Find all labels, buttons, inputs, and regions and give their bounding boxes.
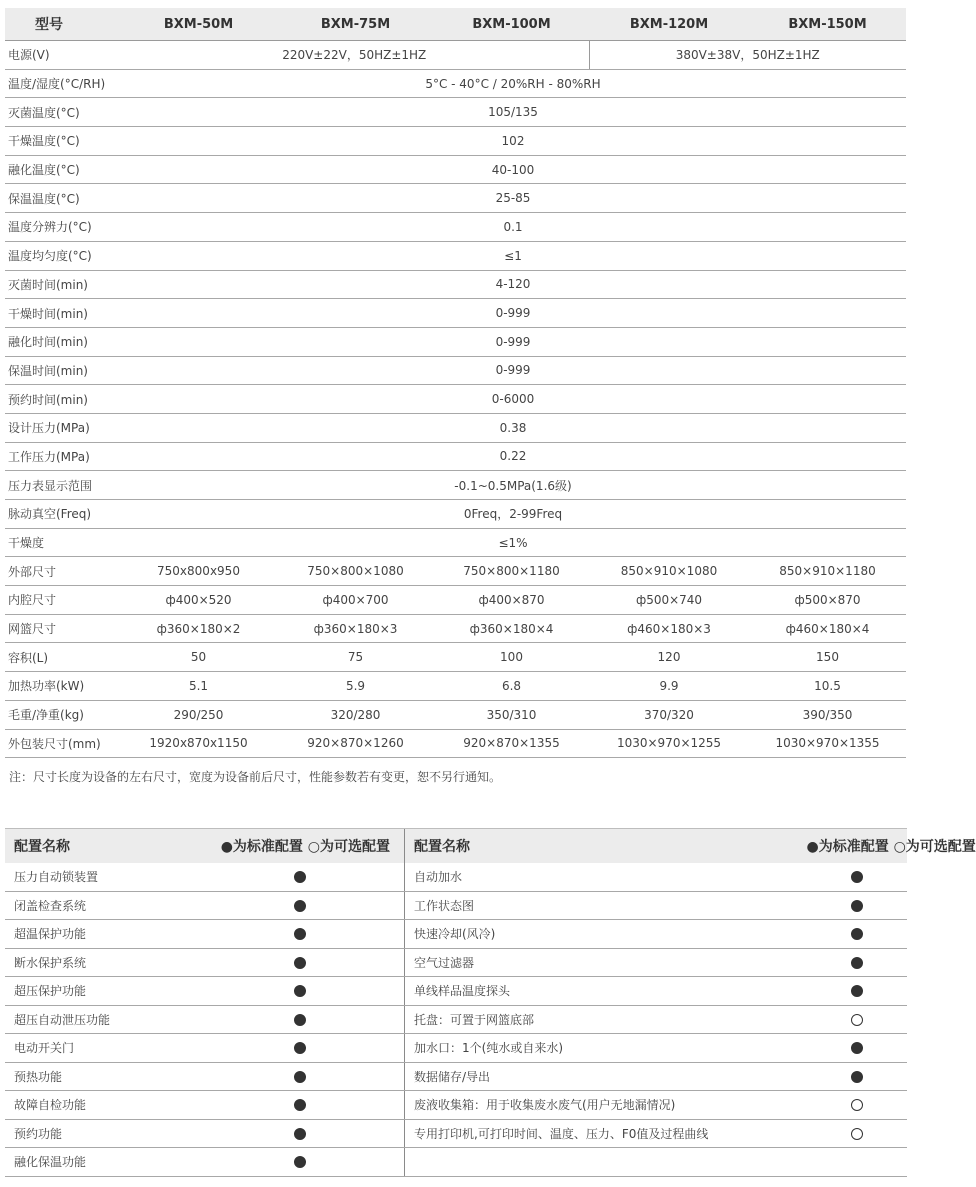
config-row: [5, 948, 404, 977]
spec-row-label: 干燥温度(°C): [5, 127, 120, 156]
config-item-name: 托盘：可置于网篮底部: [405, 1005, 807, 1034]
spec-row-value: 25-85: [120, 184, 906, 213]
spec-row-value: 50: [120, 643, 277, 672]
spec-row-label: 容积(L): [5, 643, 120, 672]
spec-row-label: 融化温度(°C): [5, 155, 120, 184]
standard-dot-icon: [294, 957, 306, 969]
spec-row-value: 5°C - 40°C / 20%RH - 80%RH: [120, 69, 906, 98]
config-row: [5, 863, 404, 891]
standard-dot-icon: [294, 1071, 306, 1083]
spec-row: [5, 413, 906, 442]
config-row: [405, 891, 907, 920]
config-item-mark: [195, 948, 404, 977]
config-row: [5, 1005, 404, 1034]
spec-row-label: 灭菌温度(°C): [5, 98, 120, 127]
spec-row-value: ≤1%: [120, 528, 906, 557]
spec-row-value: 920×870×1260: [277, 729, 434, 758]
spec-row-value: 120: [589, 643, 749, 672]
spec-row-value: ф500×870: [749, 586, 906, 615]
model-name: BXM-150M: [749, 8, 906, 41]
spec-row-value: 920×870×1355: [434, 729, 589, 758]
config-row: [5, 891, 404, 920]
config-header-row: [5, 829, 404, 864]
spec-row-value: 5.1: [120, 672, 277, 701]
standard-dot-icon: [294, 1156, 306, 1168]
config-item-mark: [195, 1091, 404, 1120]
spec-row-label: 保温温度(°C): [5, 184, 120, 213]
spec-row-label: 灭菌时间(min): [5, 270, 120, 299]
config-item-name: 自动加水: [405, 863, 807, 891]
model-name: BXM-100M: [434, 8, 589, 41]
spec-row: [5, 327, 906, 356]
spec-row-value: 6.8: [434, 672, 589, 701]
spec-row: [5, 557, 906, 586]
spec-row-value: 10.5: [749, 672, 906, 701]
spec-row-value: ф360×180×4: [434, 614, 589, 643]
config-item-name: 超压自动泄压功能: [5, 1005, 195, 1034]
spec-row-value: ф400×520: [120, 586, 277, 615]
spec-row: [5, 729, 906, 758]
model-header-label: 型号: [5, 8, 120, 41]
config-item-mark: [807, 1148, 907, 1177]
spec-row: [5, 471, 906, 500]
spec-row-label: 干燥时间(min): [5, 299, 120, 328]
config-legend: [806, 829, 976, 864]
spec-row-value: 9.9: [589, 672, 749, 701]
spec-row-value: 750×800×1080: [277, 557, 434, 586]
config-item-name: 故障自检功能: [5, 1091, 195, 1120]
spec-row: [5, 700, 906, 729]
spec-row-label: 设计压力(MPa): [5, 413, 120, 442]
standard-dot-icon: [294, 900, 306, 912]
legend-standard: ●为标准配置: [806, 839, 889, 855]
spec-row-value: 102: [120, 127, 906, 156]
model-name: BXM-120M: [589, 8, 749, 41]
spec-row: [5, 270, 906, 299]
config-item-mark: [195, 977, 404, 1006]
config-name-header: 配置名称: [5, 829, 195, 864]
spec-row: [5, 184, 906, 213]
config-item-name: 超压保护功能: [5, 977, 195, 1006]
config-item-name: [405, 1148, 807, 1177]
spec-row-label: 脉动真空(Freq): [5, 500, 120, 529]
spec-row-value: 0-999: [120, 327, 906, 356]
spec-row-label: 预约时间(min): [5, 385, 120, 414]
spec-row-value: 390/350: [749, 700, 906, 729]
spec-row-value: 105/135: [120, 98, 906, 127]
standard-dot-icon: [851, 900, 863, 912]
spec-row-value: ф460×180×3: [589, 614, 749, 643]
spec-row: [5, 356, 906, 385]
standard-dot-icon: [294, 1014, 306, 1026]
config-item-name: 快速冷却(风冷): [405, 920, 807, 949]
spec-row: [5, 241, 906, 270]
config-item-name: 超温保护功能: [5, 920, 195, 949]
spec-row: [5, 299, 906, 328]
config-item-mark: [195, 1148, 404, 1177]
config-item-name: 预热功能: [5, 1062, 195, 1091]
spec-table: [5, 8, 906, 758]
config-row: [405, 1034, 907, 1063]
spec-row-value: 850×910×1180: [749, 557, 906, 586]
config-row: [5, 1091, 404, 1120]
config-item-name: 压力自动锁装置: [5, 863, 195, 891]
spec-row-power: [5, 41, 906, 70]
standard-dot-icon: [851, 1042, 863, 1054]
config-row: [405, 1091, 907, 1120]
config-item-mark: [807, 891, 907, 920]
config-item-name: 专用打印机,可打印时间、温度、压力、F0值及过程曲线: [405, 1119, 807, 1148]
legend-optional: ○为可选配置: [307, 839, 390, 855]
spec-row-value: ф460×180×4: [749, 614, 906, 643]
standard-dot-icon: [851, 928, 863, 940]
config-row: [405, 1148, 907, 1177]
spec-row-label: 温度分辨力(°C): [5, 213, 120, 242]
spec-row-value: 100: [434, 643, 589, 672]
spec-row-label: 加热功率(kW): [5, 672, 120, 701]
spec-header-row: [5, 8, 906, 41]
spec-row: [5, 586, 906, 615]
spec-row-label: 内腔尺寸: [5, 586, 120, 615]
spec-row-value: 320/280: [277, 700, 434, 729]
config-legend: [195, 829, 404, 864]
spec-row-value: 370/320: [589, 700, 749, 729]
spec-row-value: 0Freq，2-99Freq: [120, 500, 906, 529]
standard-dot-icon: [294, 1099, 306, 1111]
spec-row-value: 75: [277, 643, 434, 672]
config-table-right: [404, 828, 976, 1177]
spec-row-label: 外包装尺寸(mm): [5, 729, 120, 758]
spec-row-value: 0.38: [120, 413, 906, 442]
standard-dot-icon: [851, 1071, 863, 1083]
config-item-mark: [195, 1034, 404, 1063]
config-row: [405, 948, 907, 977]
spec-row-value: 0-999: [120, 299, 906, 328]
config-item-name: 单线样品温度探头: [405, 977, 807, 1006]
spec-row-value: 40-100: [120, 155, 906, 184]
spec-row: [5, 528, 906, 557]
standard-dot-icon: [294, 1128, 306, 1140]
spec-row-value: 1920x870x1150: [120, 729, 277, 758]
standard-dot-icon: [851, 957, 863, 969]
config-header-row: [405, 829, 907, 864]
config-item-mark: [807, 1091, 907, 1120]
config-row: [405, 1005, 907, 1034]
spec-row-value: ф360×180×3: [277, 614, 434, 643]
config-item-name: 加水口：1个(纯水或自来水): [405, 1034, 807, 1063]
config-table-left: [5, 828, 404, 1177]
spec-row-value: 290/250: [120, 700, 277, 729]
spec-row-label: 干燥度: [5, 528, 120, 557]
spec-row-value: 750×800×1180: [434, 557, 589, 586]
spec-row: [5, 155, 906, 184]
spec-row-value: 1030×970×1355: [749, 729, 906, 758]
spec-row-value: -0.1~0.5MPa(1.6级): [120, 471, 906, 500]
spec-row-value: 150: [749, 643, 906, 672]
spec-row-value: ф360×180×2: [120, 614, 277, 643]
spec-row: [5, 672, 906, 701]
power-value-220v: 220V±22V，50HZ±1HZ: [120, 41, 589, 70]
spec-row-value: 0.22: [120, 442, 906, 471]
spec-row-label: 温度/湿度(°C/RH): [5, 69, 120, 98]
config-item-mark: [807, 1119, 907, 1148]
spec-row-value: 0.1: [120, 213, 906, 242]
config-row: [405, 977, 907, 1006]
config-row: [405, 920, 907, 949]
spec-row: [5, 442, 906, 471]
config-row: [5, 920, 404, 949]
config-item-name: 电动开关门: [5, 1034, 195, 1063]
spec-row-label: 毛重/净重(kg): [5, 700, 120, 729]
spec-row-value: 0-6000: [120, 385, 906, 414]
legend-standard: ●为标准配置: [220, 839, 303, 855]
optional-circle-icon: [851, 1128, 863, 1140]
spec-row: [5, 213, 906, 242]
spec-row-value: 850×910×1080: [589, 557, 749, 586]
spec-row-value: 1030×970×1255: [589, 729, 749, 758]
config-item-mark: [807, 1034, 907, 1063]
spec-row-label: 外部尺寸: [5, 557, 120, 586]
config-item-mark: [807, 920, 907, 949]
standard-dot-icon: [294, 985, 306, 997]
spec-row-value: ф400×870: [434, 586, 589, 615]
config-item-mark: [807, 1005, 907, 1034]
spec-row: [5, 127, 906, 156]
power-value-380v: 380V±38V，50HZ±1HZ: [589, 41, 906, 70]
config-item-name: 工作状态图: [405, 891, 807, 920]
config-item-name: 闭盖检查系统: [5, 891, 195, 920]
spec-row-label: 融化时间(min): [5, 327, 120, 356]
config-row: [405, 863, 907, 891]
config-row: [405, 1119, 907, 1148]
config-item-mark: [807, 1062, 907, 1091]
spec-row-value: 750x800x950: [120, 557, 277, 586]
config-item-name: 融化保温功能: [5, 1148, 195, 1177]
standard-dot-icon: [294, 871, 306, 883]
spec-row-value: 4-120: [120, 270, 906, 299]
spec-row-value: 0-999: [120, 356, 906, 385]
config-item-mark: [195, 891, 404, 920]
config-item-mark: [807, 948, 907, 977]
config-name-header: 配置名称: [405, 829, 807, 864]
spec-row-label: 保温时间(min): [5, 356, 120, 385]
spec-row: [5, 98, 906, 127]
spec-row-label: 电源(V): [5, 41, 120, 70]
spec-row-label: 工作压力(MPa): [5, 442, 120, 471]
config-row: [5, 1034, 404, 1063]
config-item-mark: [195, 920, 404, 949]
legend-optional: ○为可选配置: [893, 839, 976, 855]
standard-dot-icon: [294, 1042, 306, 1054]
standard-dot-icon: [851, 871, 863, 883]
spec-row-label: 压力表显示范围: [5, 471, 120, 500]
standard-dot-icon: [294, 928, 306, 940]
footnote: 注：尺寸长度为设备的左右尺寸，宽度为设备前后尺寸，性能参数若有变更，恕不另行通知。: [9, 770, 502, 784]
config-row: [5, 1148, 404, 1177]
optional-circle-icon: [851, 1014, 863, 1026]
config-item-mark: [807, 863, 907, 891]
spec-row-value: 350/310: [434, 700, 589, 729]
config-row: [405, 1062, 907, 1091]
optional-circle-icon: [851, 1099, 863, 1111]
config-item-name: 废液收集箱：用于收集废水废气(用户无地漏情况): [405, 1091, 807, 1120]
config-row: [5, 977, 404, 1006]
config-item-mark: [195, 1119, 404, 1148]
spec-row-value: ф500×740: [589, 586, 749, 615]
spec-row-value: ≤1: [120, 241, 906, 270]
config-item-mark: [195, 1062, 404, 1091]
spec-row-value: ф400×700: [277, 586, 434, 615]
spec-row-label: 温度均匀度(°C): [5, 241, 120, 270]
standard-dot-icon: [851, 985, 863, 997]
spec-row-label: 网篮尺寸: [5, 614, 120, 643]
config-row: [5, 1062, 404, 1091]
spec-row: [5, 643, 906, 672]
config-item-name: 预约功能: [5, 1119, 195, 1148]
spec-row: [5, 69, 906, 98]
config-item-name: 数据储存/导出: [405, 1062, 807, 1091]
config-item-mark: [195, 863, 404, 891]
spec-row: [5, 500, 906, 529]
config-row: [5, 1119, 404, 1148]
config-item-name: 断水保护系统: [5, 948, 195, 977]
spec-row: [5, 385, 906, 414]
config-item-name: 空气过滤器: [405, 948, 807, 977]
spec-row-value: 5.9: [277, 672, 434, 701]
model-name: BXM-50M: [120, 8, 277, 41]
config-item-mark: [195, 1005, 404, 1034]
model-name: BXM-75M: [277, 8, 434, 41]
spec-row: [5, 614, 906, 643]
config-item-mark: [807, 977, 907, 1006]
